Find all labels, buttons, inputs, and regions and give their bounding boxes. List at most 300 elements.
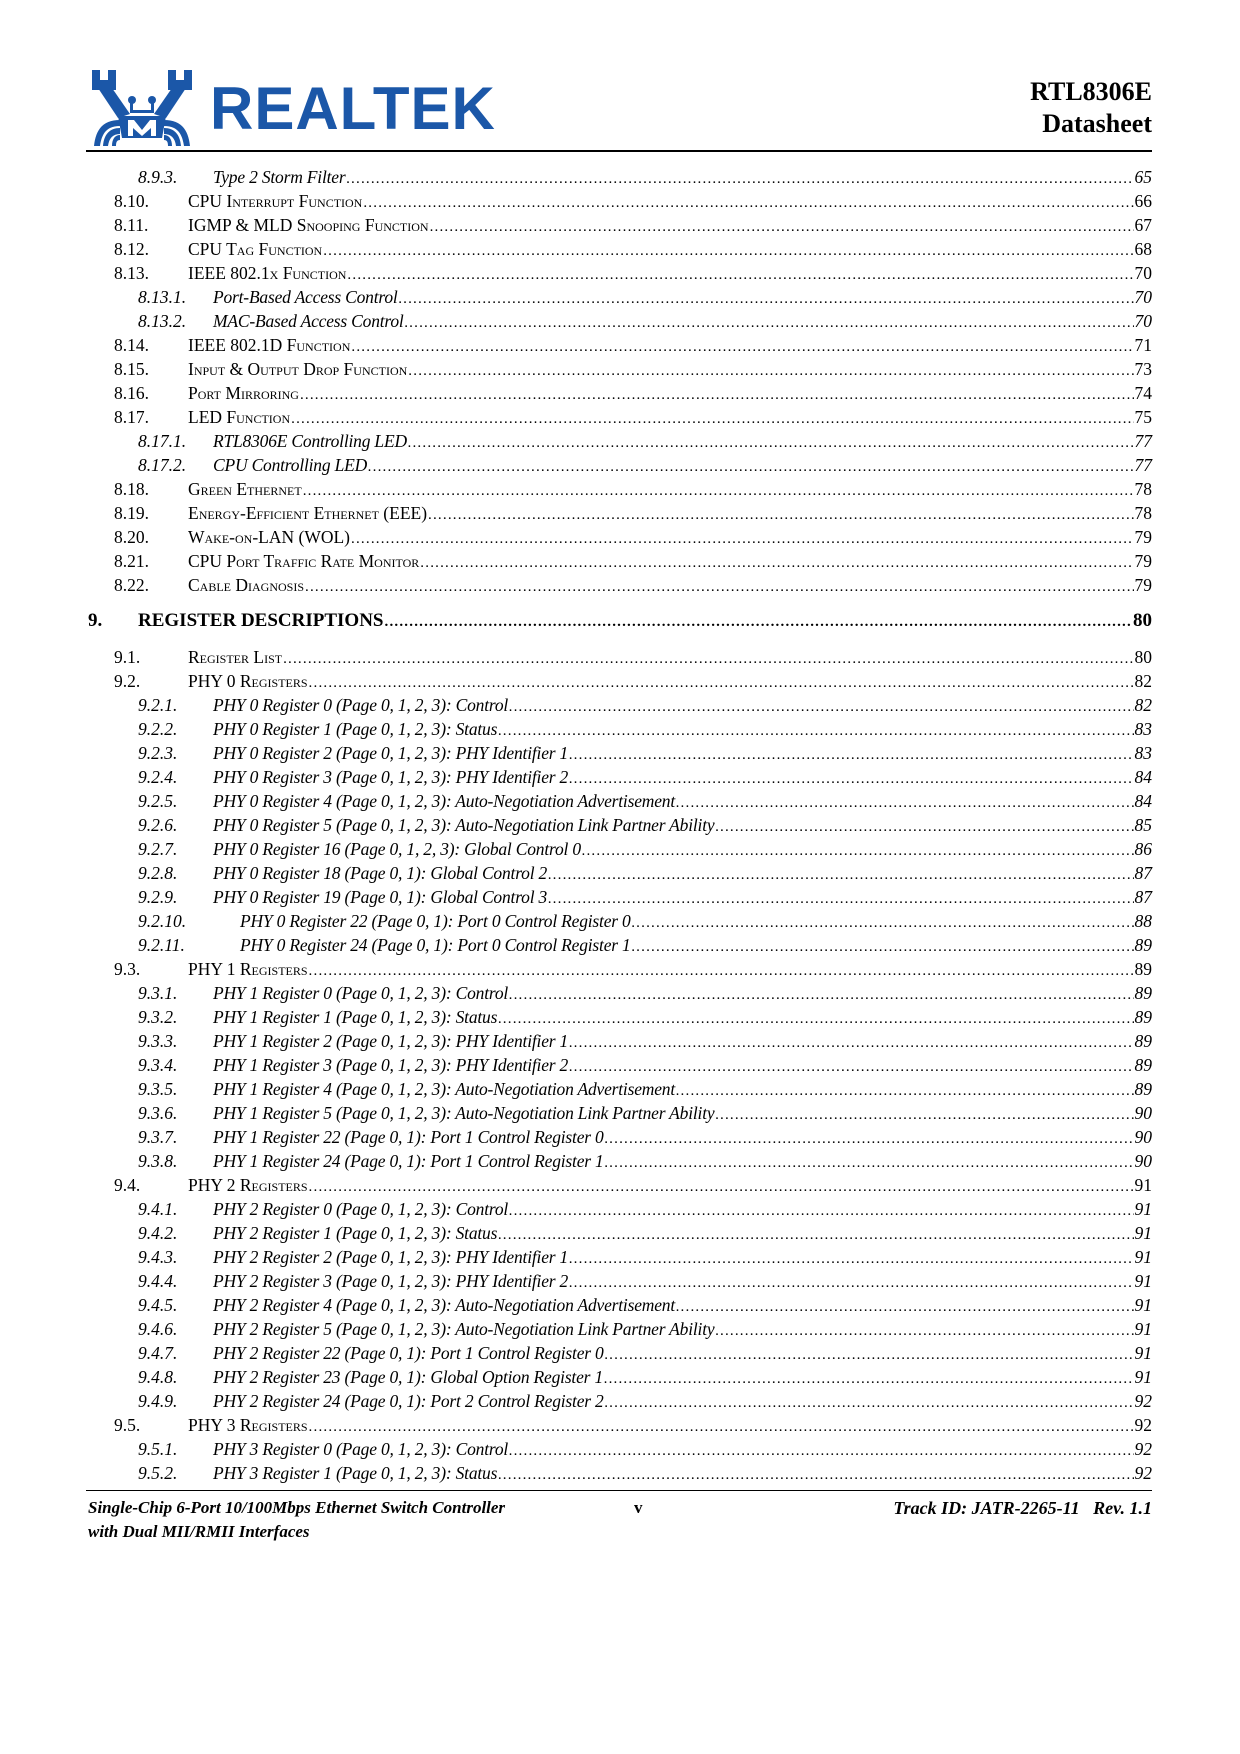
toc-entry-link[interactable] — [188, 1174, 1152, 1198]
toc-entry[interactable] — [0, 1054, 1240, 1076]
dot-leader — [715, 1320, 1133, 1342]
toc-entry-number: 9.3.5. — [138, 1079, 178, 1099]
toc-entry-title: PHY 0 Register 19 (Page 0, 1): Global Control 3 — [213, 887, 548, 907]
toc-entry-number: 9.4.7. — [138, 1343, 178, 1363]
toc-entry-link[interactable] — [240, 910, 1152, 934]
toc-entry[interactable] — [0, 1246, 1240, 1268]
dot-leader — [408, 432, 1134, 454]
toc-entry-link[interactable] — [213, 1438, 1152, 1462]
dot-leader — [291, 408, 1133, 430]
toc-entry-number: 9.4.4. — [138, 1271, 178, 1291]
toc-entry-number: 8.12. — [114, 239, 149, 259]
toc-entry[interactable] — [0, 610, 1240, 632]
toc-entry[interactable] — [0, 238, 1240, 260]
toc-entry-page: 90 — [1134, 1103, 1152, 1123]
toc-entry-number: 9.3.6. — [138, 1103, 178, 1123]
toc-entry-number: 9.3.4. — [138, 1055, 178, 1075]
toc-entry-link[interactable] — [213, 886, 1152, 910]
dot-leader — [323, 240, 1133, 262]
dot-leader — [569, 744, 1133, 766]
dot-leader — [430, 216, 1134, 238]
toc-entry-number: 8.17.2. — [138, 455, 187, 475]
dot-leader — [605, 1344, 1134, 1366]
toc-entry-title: PHY 2 Register 3 (Page 0, 1, 2, 3): PHY Identifier 2 — [213, 1271, 569, 1291]
realtek-wordmark: REALTEK — [210, 75, 496, 142]
toc-entry[interactable] — [0, 406, 1240, 428]
toc-entry[interactable] — [0, 382, 1240, 404]
toc-entry-page: 89 — [1134, 959, 1152, 979]
toc-entry[interactable] — [0, 1150, 1240, 1172]
toc-entry-number: 9.2.6. — [138, 815, 178, 835]
toc-entry-link[interactable] — [188, 958, 1152, 982]
toc-entry-title: IEEE 802.1D Function — [188, 335, 351, 355]
document-title — [1030, 76, 1152, 140]
toc-entry-title: REGISTER DESCRIPTIONS — [138, 610, 384, 631]
toc-entry-title: CPU Port Traffic Rate Monitor — [188, 551, 420, 571]
toc-entry-title: PHY 0 Register 3 (Page 0, 1, 2, 3): PHY Identifier 2 — [213, 767, 569, 787]
toc-entry[interactable] — [0, 1126, 1240, 1148]
toc-entry-page: 74 — [1134, 383, 1152, 403]
toc-entry-link[interactable] — [213, 1462, 1152, 1486]
toc-entry-title: Wake-on-LAN (WOL) — [188, 527, 351, 547]
dot-leader — [420, 552, 1133, 574]
toc-entry[interactable] — [0, 454, 1240, 476]
toc-entry-link[interactable] — [213, 718, 1152, 742]
toc-entry-page: 92 — [1134, 1391, 1152, 1411]
toc-entry-title: MAC-Based Access Control — [213, 311, 404, 331]
toc-entry-number: 9.3.2. — [138, 1007, 178, 1027]
chip-name: RTL8306E — [1030, 77, 1152, 106]
toc-entry[interactable] — [0, 1006, 1240, 1028]
toc-entry[interactable] — [0, 646, 1240, 668]
toc-entry-link[interactable] — [188, 190, 1152, 214]
toc-entry-page: 68 — [1134, 239, 1152, 259]
toc-entry[interactable] — [0, 982, 1240, 1004]
toc-entry-link[interactable] — [213, 814, 1152, 838]
toc-entry-title: RTL8306E Controlling LED — [213, 431, 407, 451]
toc-entry-title: PHY 3 Register 0 (Page 0, 1, 2, 3): Control — [213, 1439, 509, 1459]
toc-entry-number: 8.17. — [114, 407, 149, 427]
toc-entry-number: 9.5.2. — [138, 1463, 178, 1483]
toc-entry[interactable] — [0, 766, 1240, 788]
toc-entry[interactable] — [0, 286, 1240, 308]
toc-entry[interactable] — [0, 934, 1240, 956]
dot-leader — [283, 648, 1133, 670]
toc-entry-link[interactable] — [213, 742, 1152, 766]
toc-entry-number: 8.13. — [114, 263, 149, 283]
dot-leader — [715, 1104, 1133, 1126]
toc-entry-title: PHY 0 Register 4 (Page 0, 1, 2, 3): Auto-Negotiation Advertisement — [213, 791, 675, 811]
toc-entry[interactable] — [0, 1030, 1240, 1052]
dot-leader — [509, 984, 1133, 1006]
toc-entry-title: PHY 2 Register 2 (Page 0, 1, 2, 3): PHY Identifier 1 — [213, 1247, 569, 1267]
toc-entry-title: PHY 3 Register 1 (Page 0, 1, 2, 3): Status — [213, 1463, 498, 1483]
toc-entry-title: CPU Tag Function — [188, 239, 323, 259]
toc-entry-page: 84 — [1134, 791, 1152, 811]
toc-entry-link[interactable] — [213, 1102, 1152, 1126]
toc-entry-link[interactable] — [213, 1390, 1152, 1414]
toc-entry[interactable] — [0, 1294, 1240, 1316]
toc-entry-title: PHY 1 Register 22 (Page 0, 1): Port 1 Control Register 0 — [213, 1127, 604, 1147]
dot-leader — [346, 168, 1133, 190]
toc-entry[interactable] — [0, 478, 1240, 500]
toc-entry-number: 9.3.1. — [138, 983, 178, 1003]
toc-entry-link[interactable] — [213, 430, 1152, 454]
toc-entry-link[interactable] — [213, 694, 1152, 718]
dot-leader — [509, 696, 1133, 718]
toc-entry-page: 66 — [1134, 191, 1152, 211]
toc-entry-number: 9.1. — [114, 647, 141, 667]
toc-entry[interactable] — [0, 358, 1240, 380]
toc-entry-title: PHY 0 Register 24 (Page 0, 1): Port 0 Control Register 1 — [240, 935, 631, 955]
footer-divider — [86, 1490, 1152, 1491]
doc-type: Datasheet — [1042, 109, 1152, 138]
toc-entry[interactable] — [0, 334, 1240, 356]
toc-entry-link[interactable] — [213, 862, 1152, 886]
toc-entry-page: 90 — [1134, 1151, 1152, 1171]
toc-entry[interactable] — [0, 958, 1240, 980]
toc-entry[interactable] — [0, 718, 1240, 740]
toc-entry-title: IGMP & MLD Snooping Function — [188, 215, 429, 235]
dot-leader — [604, 1368, 1134, 1390]
toc-entry[interactable] — [0, 838, 1240, 860]
dot-leader — [605, 1128, 1134, 1150]
toc-entry-number: 9.2.11. — [138, 935, 185, 955]
toc-entry-number: 9.2.5. — [138, 791, 178, 811]
toc-entry-page: 83 — [1134, 719, 1152, 739]
dot-leader — [305, 576, 1133, 598]
toc-entry-link[interactable] — [213, 766, 1152, 790]
toc-entry-title: PHY 0 Register 0 (Page 0, 1, 2, 3): Control — [213, 695, 509, 715]
toc-entry-link[interactable] — [188, 478, 1152, 502]
toc-entry[interactable] — [0, 550, 1240, 572]
toc-entry-number: 9.3.7. — [138, 1127, 178, 1147]
toc-entry-number: 8.14. — [114, 335, 149, 355]
toc-entry-page: 91 — [1134, 1199, 1152, 1219]
toc-entry-link[interactable] — [213, 1246, 1152, 1270]
toc-entry-page: 91 — [1134, 1295, 1152, 1315]
toc-entry-number: 8.13.2. — [138, 311, 187, 331]
toc-entry-link[interactable] — [213, 1366, 1152, 1390]
dot-leader — [498, 1464, 1133, 1486]
toc-entry[interactable] — [0, 910, 1240, 932]
toc-entry-page: 92 — [1134, 1415, 1152, 1435]
toc-entry-link[interactable] — [213, 1342, 1152, 1366]
toc-entry-link[interactable] — [213, 1030, 1152, 1054]
toc-entry[interactable] — [0, 1462, 1240, 1484]
toc-entry-page: 80 — [1134, 647, 1152, 667]
toc-entry-title: Type 2 Storm Filter — [213, 167, 346, 187]
toc-entry[interactable] — [0, 1222, 1240, 1244]
toc-entry-page: 85 — [1134, 815, 1152, 835]
toc-entry-title: PHY 2 Register 22 (Page 0, 1): Port 1 Control Register 0 — [213, 1343, 604, 1363]
toc-entry-title: Green Ethernet — [188, 479, 302, 499]
toc-entry-link[interactable] — [213, 286, 1152, 310]
toc-entry-number: 9.3.3. — [138, 1031, 178, 1051]
dot-leader — [309, 672, 1134, 694]
toc-entry-link[interactable] — [213, 1078, 1152, 1102]
toc-entry[interactable] — [0, 1390, 1240, 1412]
toc-entry-page: 91 — [1134, 1175, 1152, 1195]
dot-leader — [548, 864, 1133, 886]
toc-entry-link[interactable] — [138, 610, 1152, 633]
dot-leader — [363, 192, 1133, 214]
toc-entry[interactable] — [0, 886, 1240, 908]
toc-entry-link[interactable] — [213, 1222, 1152, 1246]
toc-entry-title: PHY 2 Register 4 (Page 0, 1, 2, 3): Auto-Negotiation Advertisement — [213, 1295, 675, 1315]
toc-entry[interactable] — [0, 526, 1240, 548]
dot-leader — [498, 720, 1133, 742]
toc-entry-title: PHY 2 Registers — [188, 1175, 308, 1195]
toc-entry-title: IEEE 802.1x Function — [188, 263, 347, 283]
header-divider — [86, 150, 1152, 152]
toc-entry[interactable] — [0, 502, 1240, 524]
toc-entry-number: 8.22. — [114, 575, 149, 595]
toc-entry[interactable] — [0, 166, 1240, 188]
toc-entry-number: 9.2.1. — [138, 695, 178, 715]
toc-entry-page: 91 — [1134, 1247, 1152, 1267]
toc-entry[interactable] — [0, 1102, 1240, 1124]
toc-entry-page: 79 — [1134, 527, 1152, 547]
toc-entry[interactable] — [0, 1198, 1240, 1220]
dot-leader — [569, 1056, 1133, 1078]
toc-entry-link[interactable] — [188, 502, 1152, 526]
dot-leader — [632, 936, 1134, 958]
toc-entry[interactable] — [0, 214, 1240, 236]
toc-entry[interactable] — [0, 814, 1240, 836]
toc-entry[interactable] — [0, 1342, 1240, 1364]
toc-entry-page: 91 — [1134, 1223, 1152, 1243]
toc-entry[interactable] — [0, 1078, 1240, 1100]
toc-entry-page: 86 — [1134, 839, 1152, 859]
dot-leader — [385, 611, 1133, 633]
toc-entry-title: PHY 2 Register 0 (Page 0, 1, 2, 3): Control — [213, 1199, 509, 1219]
dot-leader — [509, 1200, 1133, 1222]
toc-entry-title: CPU Controlling LED — [213, 455, 368, 475]
toc-entry-link[interactable] — [213, 1150, 1152, 1174]
toc-entry-title: PHY 0 Register 1 (Page 0, 1, 2, 3): Status — [213, 719, 498, 739]
toc-entry-title: Port Mirroring — [188, 383, 299, 403]
toc-entry[interactable] — [0, 310, 1240, 332]
toc-entry-number: 9.4.5. — [138, 1295, 178, 1315]
toc-entry-title: Register List — [188, 647, 283, 667]
toc-entry-page: 89 — [1134, 935, 1152, 955]
toc-entry-number: 8.16. — [114, 383, 149, 403]
toc-entry-link[interactable] — [188, 262, 1152, 286]
dot-leader — [498, 1008, 1133, 1030]
toc-entry-page: 92 — [1134, 1463, 1152, 1483]
dot-leader — [300, 384, 1134, 406]
toc-entry-title: PHY 0 Registers — [188, 671, 308, 691]
toc-entry-link[interactable] — [213, 790, 1152, 814]
toc-entry-page: 83 — [1134, 743, 1152, 763]
dot-leader — [548, 888, 1133, 910]
toc-entry-link[interactable] — [213, 982, 1152, 1006]
toc-entry-number: 9.4. — [114, 1175, 141, 1195]
toc-entry[interactable] — [0, 1318, 1240, 1340]
dot-leader — [605, 1152, 1134, 1174]
toc-entry-number: 9.4.1. — [138, 1199, 178, 1219]
toc-entry-link[interactable] — [213, 454, 1152, 478]
realtek-logo — [90, 68, 496, 148]
toc-entry-page: 78 — [1134, 479, 1152, 499]
toc-entry-number: 8.13.1. — [138, 287, 187, 307]
toc-entry-page: 77 — [1134, 431, 1152, 451]
toc-entry-number: 8.9.3. — [138, 167, 178, 187]
toc-entry-number: 8.10. — [114, 191, 149, 211]
toc-entry-title: PHY 3 Registers — [188, 1415, 308, 1435]
toc-entry-page: 89 — [1134, 1007, 1152, 1027]
toc-entry-title: LED Function — [188, 407, 291, 427]
toc-entry[interactable] — [0, 430, 1240, 452]
toc-entry-title: Energy-Efficient Ethernet (EEE) — [188, 503, 428, 523]
toc-entry-page: 92 — [1134, 1439, 1152, 1459]
dot-leader — [715, 816, 1133, 838]
dot-leader — [405, 312, 1134, 334]
dot-leader — [569, 1272, 1133, 1294]
dot-leader — [498, 1224, 1133, 1246]
toc-entry-link[interactable] — [188, 382, 1152, 406]
toc-entry-number: 9.2.3. — [138, 743, 178, 763]
toc-entry-link[interactable] — [188, 238, 1152, 262]
toc-entry-link[interactable] — [188, 646, 1152, 670]
toc-entry[interactable] — [0, 742, 1240, 764]
toc-entry-number: 9.2.8. — [138, 863, 178, 883]
toc-entry-link[interactable] — [188, 214, 1152, 238]
toc-entry[interactable] — [0, 262, 1240, 284]
toc-entry[interactable] — [0, 1270, 1240, 1292]
toc-entry-title: PHY 1 Register 24 (Page 0, 1): Port 1 Control Register 1 — [213, 1151, 604, 1171]
toc-entry-link[interactable] — [213, 1054, 1152, 1078]
toc-entry-page: 87 — [1134, 887, 1152, 907]
toc-entry-link[interactable] — [188, 1414, 1152, 1438]
toc-entry-link[interactable] — [213, 1006, 1152, 1030]
toc-entry-number: 8.19. — [114, 503, 149, 523]
toc-entry-page: 79 — [1134, 575, 1152, 595]
toc-entry[interactable] — [0, 1414, 1240, 1436]
toc-entry-title: PHY 1 Register 0 (Page 0, 1, 2, 3): Control — [213, 983, 509, 1003]
toc-entry[interactable] — [0, 1174, 1240, 1196]
toc-entry[interactable] — [0, 1438, 1240, 1460]
toc-entry[interactable] — [0, 862, 1240, 884]
toc-entry-title: PHY 1 Register 4 (Page 0, 1, 2, 3): Auto-Negotiation Advertisement — [213, 1079, 675, 1099]
toc-entry-number: 9.2.10. — [138, 911, 187, 931]
dot-leader — [509, 1440, 1133, 1462]
dot-leader — [351, 528, 1133, 550]
toc-entry-link[interactable] — [213, 1294, 1152, 1318]
toc-entry-link[interactable] — [188, 550, 1152, 574]
toc-entry[interactable] — [0, 670, 1240, 692]
footer-line-2: with Dual MII/RMII Interfaces — [88, 1522, 310, 1541]
toc-entry-link[interactable] — [188, 670, 1152, 694]
toc-entry-link[interactable] — [188, 358, 1152, 382]
toc-entry-link[interactable] — [240, 934, 1152, 958]
toc-entry-page: 88 — [1134, 911, 1152, 931]
dot-leader — [399, 288, 1134, 310]
toc-entry-number: 9.5.1. — [138, 1439, 178, 1459]
realtek-crab-icon — [90, 68, 194, 148]
toc-entry-page: 84 — [1134, 767, 1152, 787]
toc-entry-link[interactable] — [213, 1198, 1152, 1222]
toc-entry-link[interactable] — [213, 310, 1152, 334]
toc-entry-title: PHY 1 Registers — [188, 959, 308, 979]
toc-entry-page: 89 — [1134, 1079, 1152, 1099]
toc-entry-number: 9.4.8. — [138, 1367, 178, 1387]
toc-entry-title: CPU Interrupt Function — [188, 191, 363, 211]
toc-entry-page: 89 — [1134, 1031, 1152, 1051]
toc-entry-title: PHY 0 Register 16 (Page 0, 1, 2, 3): Global Control 0 — [213, 839, 581, 859]
toc-entry-number: 8.17.1. — [138, 431, 187, 451]
toc-entry-link[interactable] — [213, 1270, 1152, 1294]
toc-entry-link[interactable] — [188, 334, 1152, 358]
dot-leader — [582, 840, 1134, 862]
toc-entry-title: PHY 1 Register 1 (Page 0, 1, 2, 3): Status — [213, 1007, 498, 1027]
toc-entry-title: Input & Output Drop Function — [188, 359, 408, 379]
toc-entry-page: 90 — [1134, 1127, 1152, 1147]
toc-entry-title: Port-Based Access Control — [213, 287, 398, 307]
toc-entry-number: 9. — [88, 610, 103, 631]
toc-entry[interactable] — [0, 574, 1240, 596]
dot-leader — [632, 912, 1134, 934]
toc-entry-link[interactable] — [188, 406, 1152, 430]
toc-entry-title: Cable Diagnosis — [188, 575, 305, 595]
toc-entry-number: 9.2.2. — [138, 719, 178, 739]
toc-entry-number: 8.20. — [114, 527, 149, 547]
toc-entry-title: PHY 2 Register 24 (Page 0, 1): Port 2 Control Register 2 — [213, 1391, 604, 1411]
toc-entry[interactable] — [0, 694, 1240, 716]
dot-leader — [569, 1248, 1133, 1270]
toc-entry-number: 9.5. — [114, 1415, 141, 1435]
footer-product-description — [88, 1496, 505, 1544]
dot-leader — [428, 504, 1133, 526]
toc-entry[interactable] — [0, 790, 1240, 812]
toc-entry-link[interactable] — [213, 838, 1152, 862]
toc-entry-number: 9.4.6. — [138, 1319, 178, 1339]
dot-leader — [368, 456, 1133, 478]
dot-leader — [605, 1392, 1134, 1414]
toc-entry-title: PHY 0 Register 22 (Page 0, 1): Port 0 Control Register 0 — [240, 911, 631, 931]
toc-entry-title: PHY 1 Register 5 (Page 0, 1, 2, 3): Auto-Negotiation Link Partner Ability — [213, 1103, 715, 1123]
toc-entry[interactable] — [0, 190, 1240, 212]
toc-entry-number: 9.3. — [114, 959, 141, 979]
toc-entry-page: 70 — [1134, 287, 1152, 307]
toc-entry-page: 79 — [1134, 551, 1152, 571]
toc-entry-link[interactable] — [188, 526, 1152, 550]
toc-entry-page: 70 — [1134, 311, 1152, 331]
toc-entry-number: 9.4.3. — [138, 1247, 178, 1267]
toc-entry-page: 70 — [1134, 263, 1152, 283]
toc-entry-page: 67 — [1134, 215, 1152, 235]
toc-entry-page: 91 — [1134, 1319, 1152, 1339]
toc-entry-page: 89 — [1134, 1055, 1152, 1075]
footer-line-1: Single-Chip 6-Port 10/100Mbps Ethernet Switch Controller — [88, 1498, 506, 1517]
toc-entry-title: PHY 2 Register 23 (Page 0, 1): Global Option Register 1 — [213, 1367, 603, 1387]
toc-entry-number: 9.2.9. — [138, 887, 178, 907]
toc-entry[interactable] — [0, 1366, 1240, 1388]
dot-leader — [347, 264, 1133, 286]
toc-entry-link[interactable] — [188, 574, 1152, 598]
toc-entry-page: 91 — [1134, 1343, 1152, 1363]
footer-page-number: v — [634, 1498, 643, 1517]
toc-entry-title: PHY 0 Register 5 (Page 0, 1, 2, 3): Auto-Negotiation Link Partner Ability — [213, 815, 715, 835]
toc-entry-link[interactable] — [213, 1318, 1152, 1342]
toc-entry-page: 73 — [1134, 359, 1152, 379]
toc-entry-number: 8.18. — [114, 479, 149, 499]
toc-entry-page: 91 — [1134, 1367, 1152, 1387]
toc-entry-link[interactable] — [213, 166, 1152, 190]
toc-entry-link[interactable] — [213, 1126, 1152, 1150]
toc-entry-number: 9.2.4. — [138, 767, 178, 787]
